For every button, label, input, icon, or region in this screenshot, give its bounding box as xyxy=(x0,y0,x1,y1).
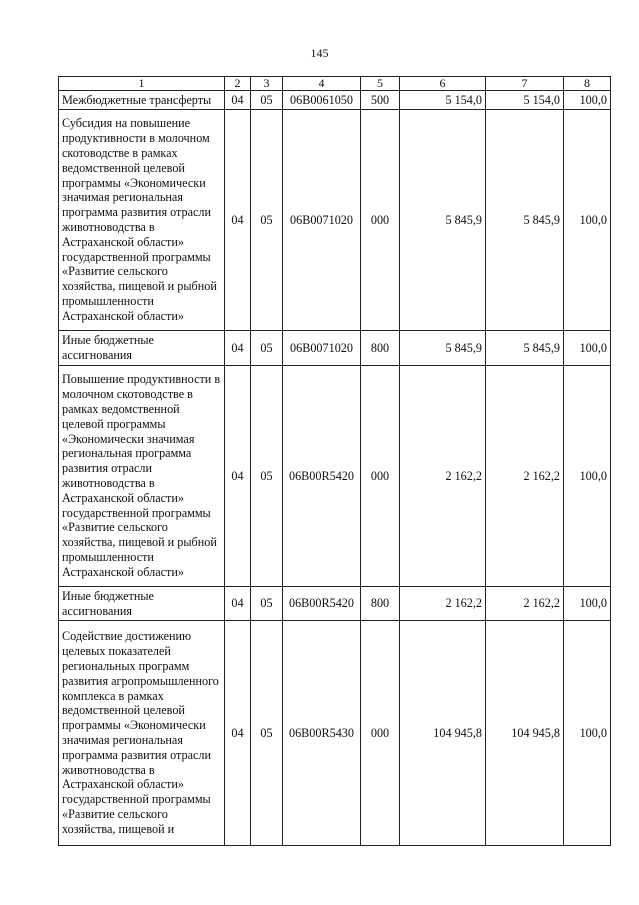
cell-amount-actual: 2 162,2 xyxy=(486,587,564,621)
cell-percent: 100,0 xyxy=(564,587,611,621)
cell-subsection: 05 xyxy=(251,91,283,110)
row-name: Повышение продуктивности в молочном скотоводстве в рамках ведомственной целевой программы «Экономически значимая региональная программа развития отрасли животноводства в Астраханской области» государственной программы «Развитие сельского хозяйства, пищевой и рыбной промышленности Астраханской области» xyxy=(59,366,225,587)
cell-amount-plan: 5 154,0 xyxy=(400,91,486,110)
cell-percent: 100,0 xyxy=(564,331,611,366)
cell-expense-type: 000 xyxy=(361,366,400,587)
cell-target-article: 06В0061050 xyxy=(283,91,361,110)
table-row xyxy=(59,110,611,331)
cell-expense-type: 500 xyxy=(361,91,400,110)
column-header: 1 xyxy=(59,77,225,91)
cell-target-article: 06В0071020 xyxy=(283,110,361,331)
row-name: Содействие достижению целевых показателей региональных программ развития агропромышленного комплекса в рамках ведомственной целевой программы «Экономически значимая региональная программа развития отрасли животноводства в Астраханской области» государственной программы «Развитие сельского хозяйства, пищевой и xyxy=(59,621,225,846)
cell-target-article: 06В0071020 xyxy=(283,331,361,366)
page-number: 145 xyxy=(310,46,329,60)
cell-amount-plan: 5 845,9 xyxy=(400,110,486,331)
cell-percent: 100,0 xyxy=(564,366,611,587)
column-header: 4 xyxy=(283,77,361,91)
column-header: 2 xyxy=(225,77,251,91)
cell-section: 04 xyxy=(225,110,251,331)
cell-expense-type: 800 xyxy=(361,331,400,366)
cell-expense-type: 000 xyxy=(361,110,400,331)
row-name: Иные бюджетные ассигнования xyxy=(59,587,225,621)
cell-amount-actual: 5 845,9 xyxy=(486,110,564,331)
cell-expense-type: 000 xyxy=(361,621,400,846)
cell-amount-plan: 104 945,8 xyxy=(400,621,486,846)
cell-section: 04 xyxy=(225,587,251,621)
cell-percent: 100,0 xyxy=(564,110,611,331)
column-header: 5 xyxy=(361,77,400,91)
column-header: 6 xyxy=(400,77,486,91)
table-row xyxy=(59,587,611,621)
cell-amount-actual: 5 154,0 xyxy=(486,91,564,110)
cell-amount-plan: 5 845,9 xyxy=(400,331,486,366)
cell-amount-plan: 2 162,2 xyxy=(400,587,486,621)
cell-section: 04 xyxy=(225,91,251,110)
column-header: 3 xyxy=(251,77,283,91)
cell-amount-actual: 104 945,8 xyxy=(486,621,564,846)
budget-table xyxy=(58,76,611,846)
table-row xyxy=(59,91,611,110)
cell-section: 04 xyxy=(225,331,251,366)
cell-subsection: 05 xyxy=(251,366,283,587)
cell-section: 04 xyxy=(225,366,251,587)
row-name: Субсидия на повышение продуктивности в молочном скотоводстве в рамках ведомственной целевой программы «Экономически значимая региональная программа развития отрасли животноводства в Астраханской области» государственной программы «Развитие сельского хозяйства, пищевой и рыбной промышленности Астраханской области» xyxy=(59,110,225,331)
cell-subsection: 05 xyxy=(251,331,283,366)
table-row xyxy=(59,331,611,366)
column-header: 8 xyxy=(564,77,611,91)
cell-expense-type: 800 xyxy=(361,587,400,621)
column-header: 7 xyxy=(486,77,564,91)
cell-target-article: 06В00R5420 xyxy=(283,587,361,621)
table-row xyxy=(59,621,611,846)
table-row xyxy=(59,366,611,587)
cell-target-article: 06В00R5420 xyxy=(283,366,361,587)
cell-amount-actual: 5 845,9 xyxy=(486,331,564,366)
header-row xyxy=(59,77,611,91)
cell-percent: 100,0 xyxy=(564,91,611,110)
row-name: Иные бюджетные ассигнования xyxy=(59,331,225,366)
cell-amount-plan: 2 162,2 xyxy=(400,366,486,587)
cell-subsection: 05 xyxy=(251,621,283,846)
cell-subsection: 05 xyxy=(251,587,283,621)
row-name: Межбюджетные трансферты xyxy=(59,91,225,110)
cell-amount-actual: 2 162,2 xyxy=(486,366,564,587)
cell-subsection: 05 xyxy=(251,110,283,331)
cell-percent: 100,0 xyxy=(564,621,611,846)
cell-target-article: 06В00R5430 xyxy=(283,621,361,846)
cell-section: 04 xyxy=(225,621,251,846)
